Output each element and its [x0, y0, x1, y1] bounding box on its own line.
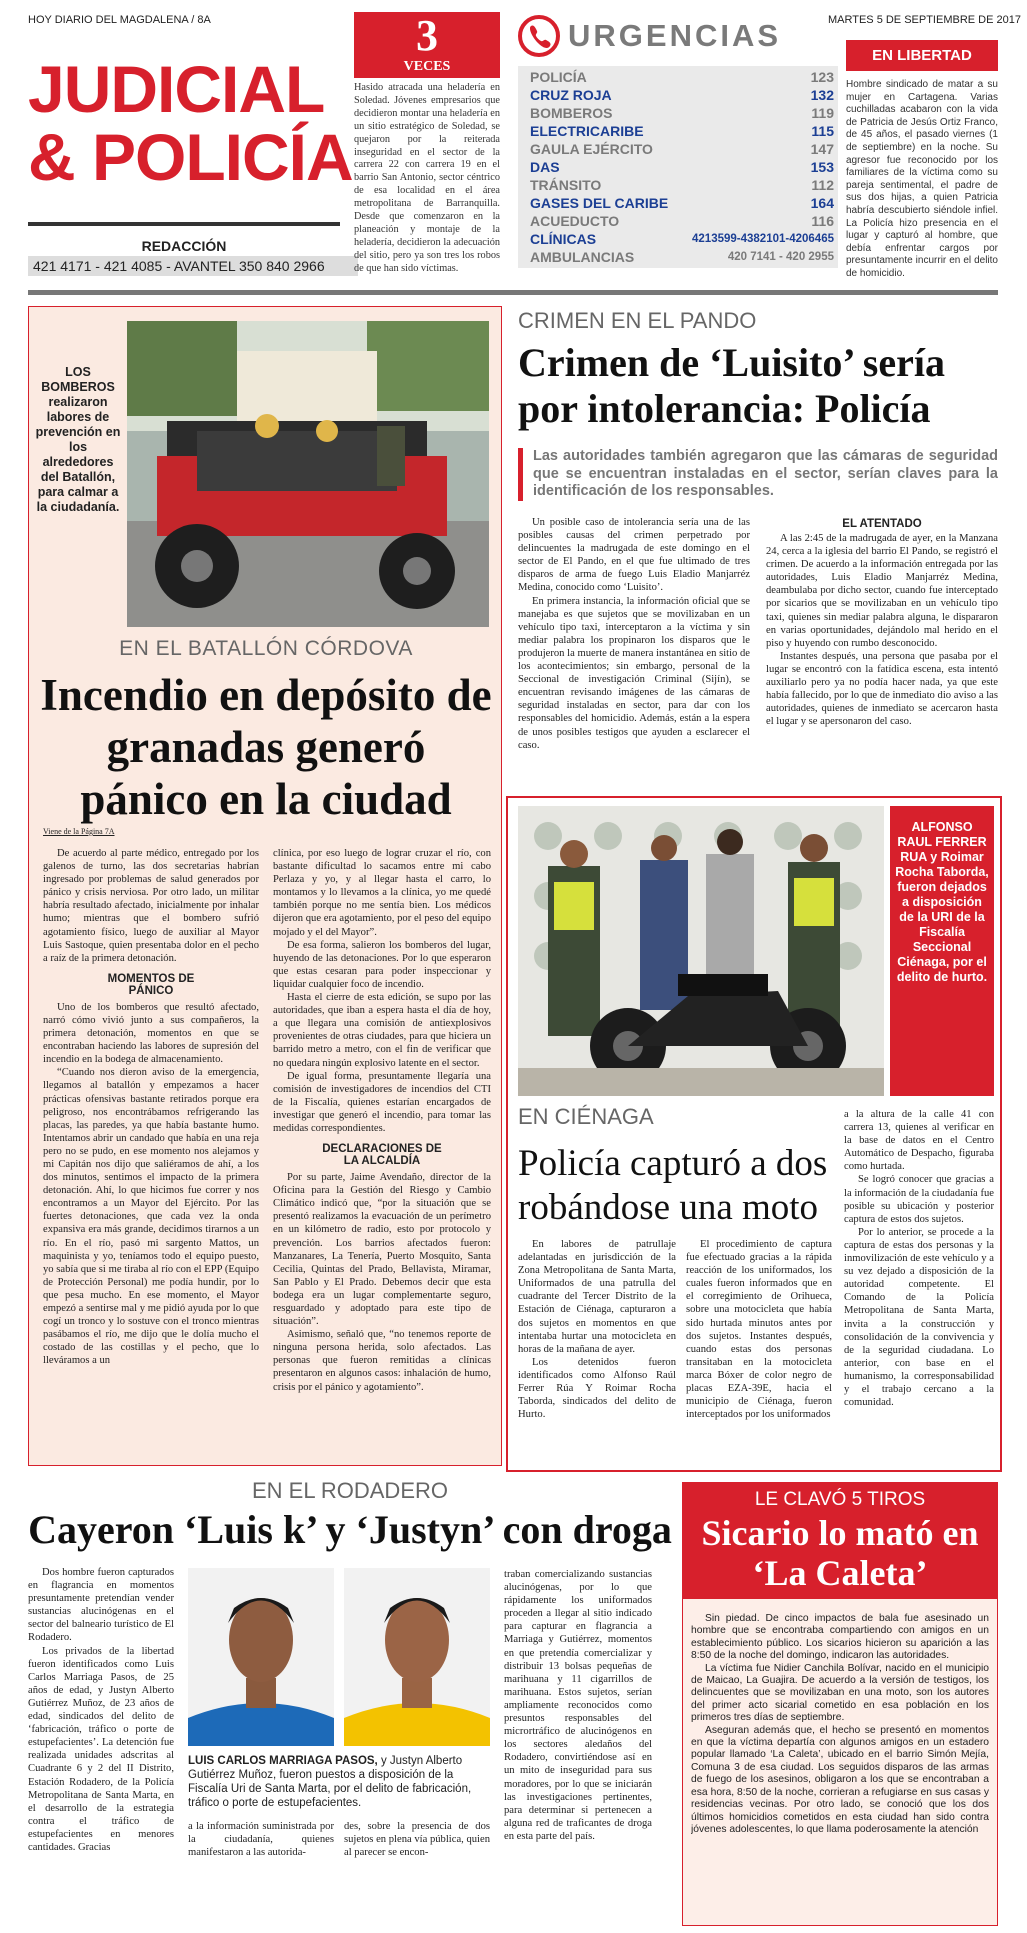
rodadero-caption-name: LUIS CARLOS MARRIAGA PASOS,: [188, 1755, 378, 1767]
rodadero-paragraph: a la información suministrada por la ciudadanía, quienes manifestaron a las autorida-: [188, 1821, 334, 1859]
section-title-line1: JUDICIAL: [28, 52, 325, 126]
header-rule: [28, 290, 998, 295]
veces-number: 3: [416, 11, 438, 60]
urgencias-number: 115: [811, 123, 834, 139]
libertad-text: Hombre sindicado de matar a su mujer en Cartagena. Varias cuchilladas acabaron con la vida de Patricia de Jesús Ortiz Franco, de 45 años, el pasado viernes (1 de septiembre) en la noche. Su agresor fue reconocido por los familiares de la víctima como su pareja sentimental, el padre de sus dos hijas, a quien Patricia habría descubierto siéndole infiel. La Policía hizo presencia en el lugar y capturó al hombre, que debía enfrentar cargos por presuntamente incurrir en el delito de homicidio.: [846, 79, 998, 279]
pando-deck: [518, 448, 998, 501]
urgencias-number: 153: [810, 159, 834, 175]
phone-icon: [518, 15, 560, 57]
cienaga-col1: [518, 1238, 676, 1468]
issue-date: MARTES 5 DE SEPTIEMBRE DE 2017: [828, 14, 1021, 26]
cienaga-col3: [844, 1108, 994, 1468]
incendio-paragraph: Asimismo, señaló que, “no tenemos reporte de ninguna persona herida, solo afectados. Las personas que fueron remitidas a clínicas presentaron en algunos casos: inhalación de humo, crisis por el pánico y agotamiento”.: [273, 1329, 491, 1393]
pando-paragraph: En primera instancia, la información oficial que se manejaba es que sujetos que se movilizaban en un vehículo tipo taxi, interceptaron a la víctima y sin mediar palabra los propinaron los disparos que le produjeron la muerte de manera instantánea en sitio de los acontecimientos; sin embargo, personal de la Seccional de investigación Criminal (Sijín), se encuentran revisando imágenes de las cámaras de seguridad instaladas en sector, para dar con los responsables del homicidio. Además, están a la espera de unos posibles testigos que ayuden a esclarecer el caso.: [518, 595, 750, 751]
pando-col1: [518, 516, 750, 794]
pando-paragraph: Un posible caso de intolerancia sería una de las posibles causas del crimen perpetrado por delincuentes la madrugada de este domingo en el sector de El Pando, en el que fue ultimado de tres disparos de arma de fuego Luis Eladio Manjarréz Medina, conocido como ‘Luisito’.: [518, 517, 750, 594]
incendio-photo-caption: LOS BOMBEROS realizaron labores de prevención en los alrededores del Batallón, para calmar a la ciudadanía.: [35, 365, 121, 514]
libertad-box: [846, 40, 998, 279]
incendio-subhead: DECLARACIONES DE LA ALCALDÍA: [322, 1143, 442, 1168]
urgencias-list: [518, 66, 838, 268]
urgencias-number: 123: [810, 69, 834, 85]
urgencias-service: DAS: [530, 159, 560, 175]
rodadero-paragraph: Dos hombre fueron capturados en flagrancia en momentos presuntamente pretendían vender sustancias alucinógenas en el sector del balneario turístico de El Rodadero.: [28, 1567, 174, 1644]
rodadero-photo-1: [188, 1568, 334, 1746]
paper-name: HOY DIARIO DEL MAGDALENA / 8A: [28, 14, 211, 26]
incendio-paragraph: clínica, por eso luego de lograr cruzar el río, con bastante dificultad lo sacamos entre mi cabo Perlaza y yo, y al llegar hasta el carro, lo montamos y lo llevamos a la clínica, yo me quedé también porque no me sentía bien. Los médicos dijeron que era agotamiento, por el peso del equipo mojado y el del Mayor”.: [273, 848, 491, 938]
libertad-title: EN LIBERTAD: [846, 40, 998, 71]
incendio-photo: [127, 321, 489, 627]
pando-article: [512, 306, 998, 794]
pando-deck-text: Las autoridades también agregaron que las cámaras de seguridad que se encuentran instaladas en el sector, serían claves para la identificación de los responsables.: [533, 448, 998, 499]
pando-kicker: CRIMEN EN EL PANDO: [518, 308, 757, 333]
pando-paragraph: A las 2:45 de la madrugada de ayer, en la Manzana 24, cerca a la iglesia del barrio El Pando, se registró el crimen. De acuerdo a la información entregada por las autoridades, Luis Eladio Manjarréz Medina, deambulaba por dicho sector, cuando fue interceptado por sicarios que se movilizaban en un vehículo tipo taxi, quienes sin mediar palabra alguna, le dispararon en varias oportunidades, dejándolo mal herido en el piso y huyendo con rumbo desconocido.: [766, 533, 998, 649]
caleta-paragraph: Aseguran además que, el hecho se presentó en momentos en que la víctima departía con algunos amigos en un estadero popular llamado ‘La Caleta’, ubicado en el barrio Simón Mejía, Comuna 3 de esa ciudad. Los seguidos disparos de las armas de fuego de los asesinos, obligaron a los que se encontraban a esa hora, 8:50 de la noche, corrieran a refugiarse en sus casas y residencias vecinas. Por otro lado, se conoció que los dos últimos homicidios cometidos en esta ciudad han sido contra jóvenes adolescentes, lo que llama poderosamente la atención: [691, 1724, 989, 1835]
rodadero-paragraph: Los privados de la libertad fueron identificados como Luis Carlos Marriaga Pasos, de 25 años de edad, y Justyn Alberto Gutiérrez Muñoz, de 23 años de edad, sindicados del delito de ‘fabricación, tráfico o porte de estupefacientes’. La detención fue realizada unidades adscritas al Cuadrante 6 y 2 del II Distrito, Estación Rodadero, de la Policía Metropolitana de Santa Marta, en el desarrollo de la estrategia contra el tráfico de estupefacientes en menores cantidades. Gracias: [28, 1645, 174, 1853]
urgencias-service: CRUZ ROJA: [530, 87, 612, 103]
urgencias-row: [530, 68, 834, 86]
rodadero-col4: [504, 1568, 652, 1924]
urgencias-number: 420 7141 - 420 2955: [727, 251, 834, 263]
urgencias-number: 119: [811, 105, 834, 121]
incendio-col1: [43, 847, 259, 1462]
pando-subhead: EL ATENTADO: [842, 518, 922, 530]
urgencias-row: [530, 194, 834, 212]
cienaga-article: [506, 796, 1002, 1472]
rodadero-kicker: EN EL RODADERO: [251, 1478, 448, 1503]
caleta-kicker: LE CLAVÓ 5 TIROS: [754, 1489, 926, 1510]
cienaga-paragraph: En labores de patrullaje adelantadas en jurisdicción de la Zona Metropolitana de Santa Marta, Uniformados de una patrulla del cuadrante del Tercer Distrito de la Estación de Ciénaga, capturaron a dos sujetos en momentos en que intentaba hurtar una motocicleta en horas de la mañana de ayer.: [518, 1239, 676, 1355]
rodadero-paragraph: traban comercializando sustancias alucinógenas, por lo que rápidamente los uniformados proceden a llegar al sitio indicado para capturar en flagrancia a Marriaga y Gutiérrez, momentos en que pretendía comercializar y distribuir 13 bolsas pequeñas de marihuana y 11 cigarrillos de marihuana. Estos sujetos, serían ampliamente reconocidos como presuntos responsables del micrortráfico de alucinógenos en los sectores aledaños del Rodadero, convirtiéndose así en un mito de inseguridad para sus moradores, por lo que se iniciarán las investigaciones pertinentes, para determinar si pertenecen a alguna red de traficantes de droga en esta parte del país.: [504, 1569, 652, 1842]
incendio-headline: Incendio en depósito de granadas generó pánico en la ciudad: [40, 670, 492, 824]
urgencias-row: [530, 122, 834, 140]
urgencias-row: [530, 176, 834, 194]
cienaga-col2: [686, 1238, 832, 1468]
incendio-paragraph: De acuerdo al parte médico, entregado por los galenos de turno, las dos secretarias habrían ingresado por problemas de salud generados por pánico y crisis nerviosa. Por otro lado, un militar habría resultado afectado, inicialmente por inhalar humo; mientras que el bombero sufrió agotamiento físico, luego de auxiliar al Mayor Luis Sastoque, quien presentaba dolor en el pecho a raíz de la primera detonación.: [43, 848, 259, 964]
urgencias-service: ELECTRICARIBE: [530, 123, 644, 139]
rodadero-col3: [344, 1820, 490, 1924]
cienaga-kicker: EN CIÉNAGA: [518, 1104, 654, 1129]
urgencias-service: BOMBEROS: [530, 105, 613, 121]
incendio-paragraph: Por su parte, Jaime Avendaño, director de la Oficina para la Gestión del Riesgo y Cambio Climático indicó que, “por la situación que se presentó realizamos la evacuación de un perímetro en un kilómetro de radio, esto por protocolo y prevención. Los barrios afectados fueron: Manzanares, La Tenería, Puerto Mosquito, Santa Cecilia, Quintas del Prado, Bellavista, Miramar, San Pablo y El Prado. Debemos decir que esta bodega era un lugar complementarte seguro, resguardado y adoptado para este tipo de situación”.: [273, 1172, 491, 1328]
cienaga-paragraph: a la altura de la calle 41 con carrera 13, quienes al verificar en la base de datos en el Centro Automático de Despacho, figuraba como hurtada.: [844, 1109, 994, 1173]
urgencias-number: 112: [811, 177, 834, 193]
pando-headline: Crimen de ‘Luisito’ sería por intolerancia: Policía: [518, 340, 945, 431]
rodadero-photo-caption: [188, 1754, 490, 1810]
urgencias-service: AMBULANCIAS: [530, 249, 635, 265]
veces-box: [354, 12, 500, 280]
urgencias-row: [530, 158, 834, 176]
incendio-subhead: MOMENTOS DE PÁNICO: [107, 972, 195, 997]
redaccion-phones: 421 4171 - 421 4085 - AVANTEL 350 840 2966: [28, 256, 358, 276]
urgencias-service: TRÁNSITO: [530, 177, 602, 193]
urgencias-header: [518, 14, 838, 58]
urgencias-title: URGENCIAS: [568, 18, 782, 53]
urgencias-box: [518, 14, 838, 276]
urgencias-row: [530, 140, 834, 158]
cienaga-paragraph: Por lo anterior, se procede a la captura de estas dos personas y la inmovilización de este vehículo y a su vez dejado a disposición de la autoridad competente. El Comando de la Policía Metropolitana de Santa Marta, invita a la construcción y consolidación de la convivencia y de la seguridad ciudadana. Lo anterior, con base en el humanismo, la corresponsabilidad y el trabajo cercano a la comunidad.: [844, 1226, 994, 1409]
section-title: [28, 52, 353, 194]
veces-text: Hasido atracada una heladería en Soledad. Jóvenes empresarios que decidieron montar una heladería en un sitio estratégico de Soledad, se quejaron por la reiterada inseguridad en el sector de la carrera 22 con carrera 19 en el barrio San Antonio, sector céntrico de esa localidad en el área metropolitana de Barranquilla. Desde que comenzaron en la planeación y montaje de la heladería, decidieron la adecuación del sitio, pero ya son tres los robos de que han sido víctimas.: [354, 82, 500, 274]
rodadero-photo-2: [344, 1568, 490, 1746]
urgencias-service: ACUEDUCTO: [530, 213, 620, 229]
section-title-line2: & POLICÍA: [28, 120, 353, 194]
pando-col2: [766, 512, 998, 794]
veces-label: VECES: [403, 59, 451, 74]
rodadero-article: [28, 1476, 672, 1926]
cienaga-paragraph: Los detenidos fueron identificados como Alfonso Raúl Ferrer Rúa Y Roimar Rocha Taborda, sindicados del delito de Hurto.: [518, 1356, 676, 1421]
caleta-paragraph: La víctima fue Nidier Canchila Bolívar, nacido en el municipio de Maicao, La Guajira. De acuerdo a la versión de testigos, los delincuentes que se movilizaban en una moto, son los autores del primer acto sicarial cometido en esa población en los primeros tres días de septiembre.: [691, 1662, 989, 1724]
urgencias-service: GAULA EJÉRCITO: [530, 141, 653, 157]
caleta-body: [691, 1613, 989, 1923]
caleta-header: [683, 1483, 997, 1599]
urgencias-row: [530, 86, 834, 104]
incendio-paragraph: De esa forma, salieron los bomberos del lugar, huyendo de las detonaciones. Por lo que esperaron que estas cesaran para poder inspeccionar y liquidar cualquier foco de incendio.: [273, 939, 491, 990]
urgencias-row: [530, 230, 834, 248]
caleta-paragraph: Sin piedad. De cinco impactos de bala fue asesinado un hombre que se encontraba compartiendo con amigos en un establecimiento público. Los sicarios hicieron su aparición a las 8:50 de la noche del domingo, indicaron las autoridades.: [691, 1613, 989, 1662]
incendio-paragraph: Uno de los bomberos que resultó afectado, narró cómo vivió junto a sus compañeros, la primera detonación, momentos en que se encontraban haciendo las labores de supresión del incendio en la bodega de almacenamiento.: [43, 1001, 259, 1066]
urgencias-row: [530, 104, 834, 122]
urgencias-row: [530, 248, 834, 266]
urgencias-number: 4213599-4382101-4206465: [692, 233, 834, 245]
rodadero-headline: Cayeron ‘Luis k’ y ‘Justyn’ con droga: [28, 1507, 672, 1552]
caleta-article: [682, 1482, 998, 1926]
cienaga-headline: Policía capturó a dos robándose una moto: [518, 1143, 828, 1228]
incendio-kicker: EN EL BATALLÓN CÓRDOVA: [119, 637, 413, 660]
urgencias-service: POLICÍA: [530, 69, 587, 85]
pando-paragraph: Instantes después, una persona que pasaba por el lugar se encontró con la fatídica escena, esta intentó auxiliarlo pero ya no podía hacer nada, ya que este había fallecido, por lo que de inmediato dio aviso a las autoridades, quienes de inmediato se acercaron hasta el lugar y se apersonaron del caso.: [766, 650, 998, 728]
rodadero-caption-text: y Justyn Alberto Gutiérrez Muñoz, fueron puestos a disposición de la Fiscalía Uri de Santa Marta, por el delito de fabricación, tráfico o porte de estupefacientes.: [188, 1755, 472, 1809]
urgencias-number: 147: [810, 141, 834, 157]
cienaga-photo: [518, 806, 884, 1096]
cienaga-caption-box: [890, 806, 994, 1096]
redaccion-label: REDACCIÓN: [141, 238, 227, 254]
rodadero-paragraph: des, sobre la presencia de dos sujetos en plena vía pública, quien al parecer se encon-: [344, 1821, 490, 1859]
urgencias-row: [530, 212, 834, 230]
incendio-paragraph: “Cuando nos dieron aviso de la emergencia, llegamos al batallón y empezamos a hacer prácticas ofensivas bastante retirados porque era peligroso, nos encontrábamos refrigerando las placas, las paredes, ya que había bastante humo. Intentamos abrir un candado que había en una reja pero no se pudo, en ese momento nos alejamos y mi Capitán nos dijo que saliéramos de ahí, a los dos minutos, sentimos el impacto de la primera detonación. Ahí, lo que hicimos fue correr y nos encontramos a un Mayor del Ejército. Por las fuertes detonaciones, que cada vez la onda expansiva era más grande, decidimos tirarnos a un río. En el río, pasó mi sargento Mattos, un maquinista y yo, teníamos todo el equipo puesto, yo sabía que si me tiraba al río con el EPP (Equipo de Protección Personal) me podía hundir, por lo que pesa mucho. En ese momento, el Mayor empezó a sentirse mal y me pidió ayuda por lo que cogí un tronco y lo sostuve con el tronco mientras pasábamos el río, me dijo que le dolía mucho el costado de las costillas y el pecho, que lo lleváramos a un: [43, 1067, 259, 1367]
veces-badge: [354, 12, 500, 78]
incendio-paragraph: De igual forma, presuntamente llegaría una comisión de investigadores de incendios del CTI de la Fiscalía, quienes estarían encargados de investigar que generó el incendio, para tomar las medidas correspondientes.: [273, 1070, 491, 1134]
urgencias-number: 116: [811, 213, 834, 229]
urgencias-service: CLÍNICAS: [530, 231, 597, 247]
urgencias-service: GASES DEL CARIBE: [530, 195, 669, 211]
caleta-headline: Sicario lo mató en ‘La Caleta’: [701, 1513, 979, 1593]
incendio-see-also: Viene de la Página 7A: [43, 827, 115, 836]
rodadero-col1: [28, 1566, 174, 1924]
rodadero-col2: [188, 1820, 334, 1924]
cienaga-paragraph: El procedimiento de captura fue efectuado gracias a la rápida reacción de los uniformados, los cuales fueron informados que en el corregimiento de Orihueca, sobre una motocicleta que había sido hurtada minutos antes por dos sujetos. Instantes después, cuando estas dos personas transitaban en la motocicleta marca Bóxer de color negro de placas EZA-39E, hacia el municipio de Ciénaga, fueron interceptados por los uniformados: [686, 1239, 832, 1421]
cienaga-photo-caption: ALFONSO RAUL FERRER RUA y Roimar Rocha Taborda, fueron dejados a disposición de la URI de la Fiscalía Seccional Ciénaga, por el delito de hurto.: [895, 820, 989, 984]
incendio-col2: [273, 847, 491, 1462]
incendio-article: [28, 306, 502, 1466]
cienaga-paragraph: Se logró conocer que gracias a la información de la ciudadanía fue posible su ubicación y posterior captura de estos dos sujetos.: [844, 1174, 994, 1225]
header-rule-top: [28, 222, 340, 226]
incendio-paragraph: Hasta el cierre de esta edición, se supo por las autoridades, que iban a espera hasta el día de hoy, a que llegara una comisión de antiexplosivos provenientes de otras ciudades, para que hiciera un barrido metro a metro, con el fin de verificar que no quedara ningún explosivo latente en el sector.: [273, 992, 491, 1069]
urgencias-number: 164: [810, 195, 834, 211]
urgencias-number: 132: [810, 87, 834, 103]
